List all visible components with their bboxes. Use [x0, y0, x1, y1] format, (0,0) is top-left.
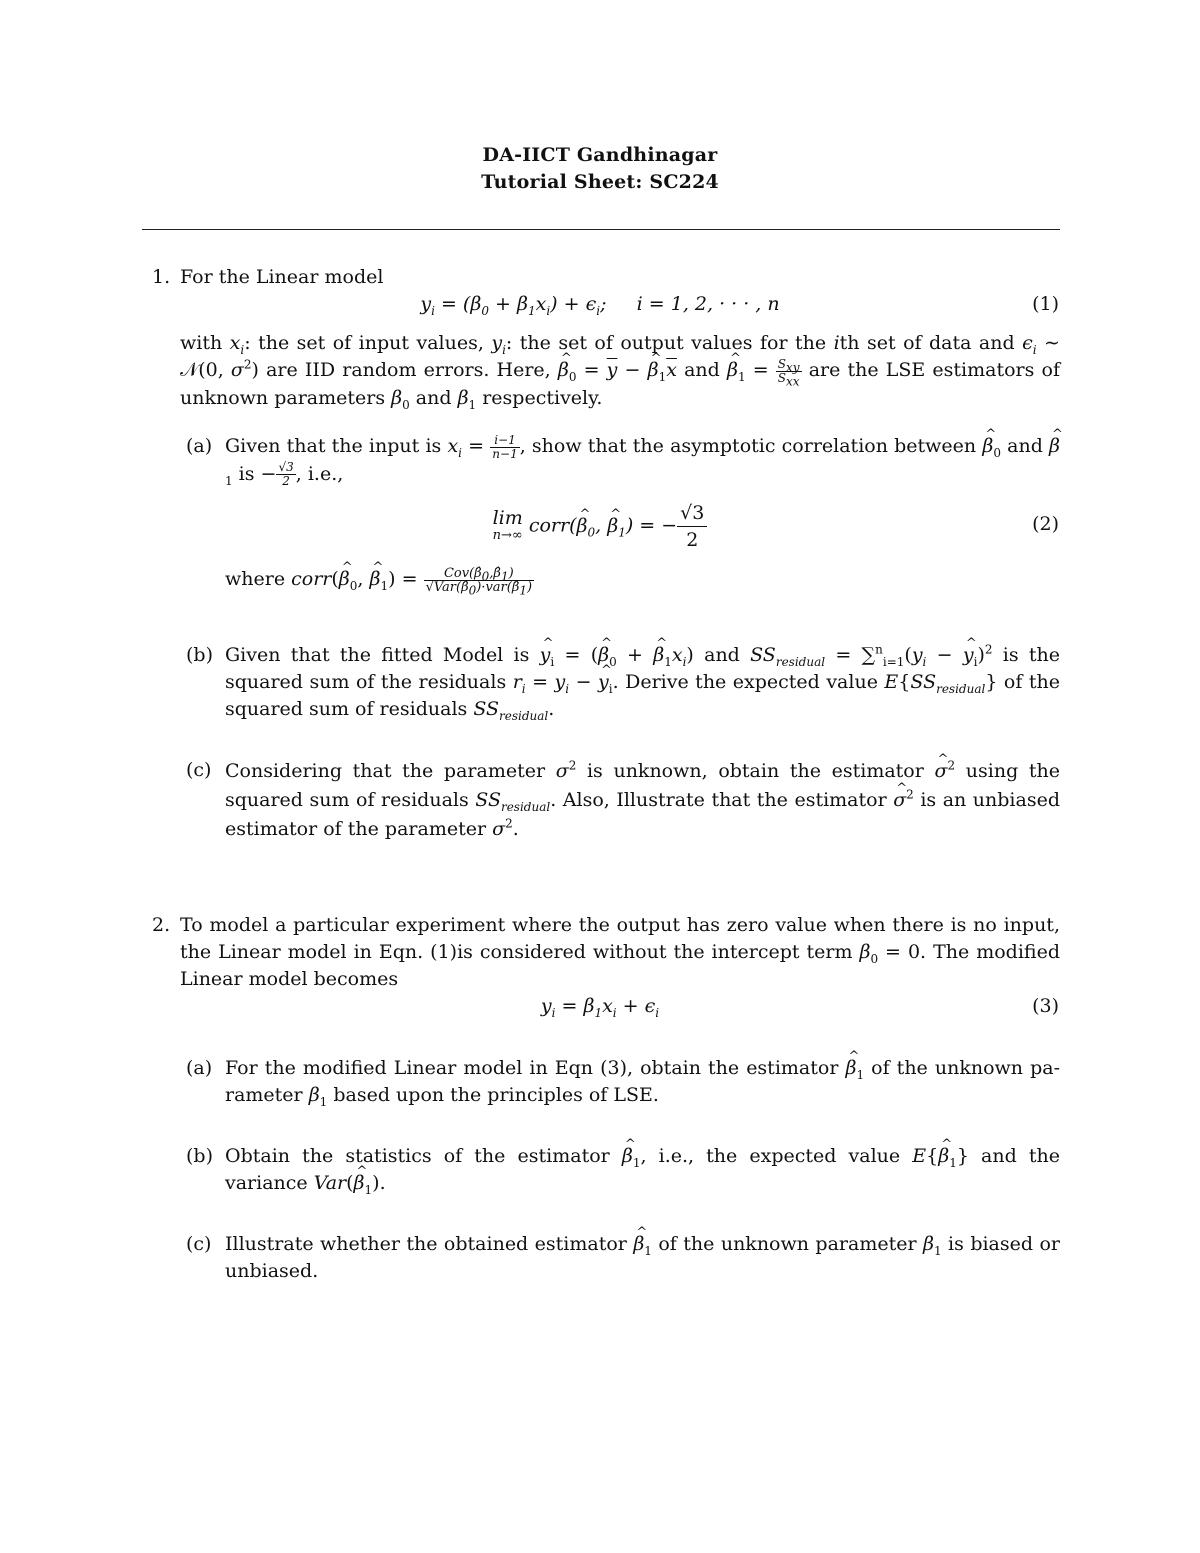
q2-intro: To model a particular experiment where the output has zero value when there is no input, the Linear model in Eqn. (1)is considered without the intercept term $\beta_0 = 0$. The modified Linear model becomes — [180, 914, 1060, 990]
q1-description: with $x_i$: the set of input values, $y_i$: the set of output values for the ith set of data and $\epsilon_i$ ∼ 𝒩(0, $\sigma^2$) are IID random errors. Here, ^ $\beta_0 = \overline{y}$ − ^ $\beta_1\overline{x}$ and ^ $\beta_1$ = $\frac{S_{xy}}{S_{xx}}$ are the LSE estimators of unknown parameters $\beta_0$ and $\beta_1$ respectively. — [180, 330, 1060, 412]
equation-2-number: (2) — [1032, 513, 1059, 535]
equation-3-number: (3) — [1032, 995, 1059, 1017]
equation-1: $y_i = (\beta_0 + \beta_1x_i) + \epsilon_i$; i = 1, 2, · · · , n — [420, 293, 780, 318]
header-rule — [142, 229, 1060, 230]
q2-part-a-text: For the modified Linear model in Eqn (3), obtain the estimator ^ $\beta_1$ of the unknown pa- rameter $\beta_1$ based upon the principles of LSE. — [225, 1055, 1060, 1109]
q1-intro: For the Linear model — [180, 266, 384, 288]
institution-title: DA-IICT Gandhinagar — [482, 144, 718, 166]
q2-part-c-label: (c) — [186, 1233, 212, 1255]
q2-part-b-text: Obtain the statistics of the estimator ^ $\beta_1$, i.e., the expected value E{^ $\beta_1$} and the variance Var(^ $\beta_1$). — [225, 1143, 1060, 1197]
where-label: where — [225, 568, 286, 590]
q1-corr-definition: where corr(^ $\beta_0$, ^ $\beta_1$) = $\frac{Cov(\betâ_0,\betâ_1)}{√Var(\betâ_0)\cdot var(\betâ_1)}$ — [225, 566, 534, 594]
q1-part-c-text: Considering that the parameter $\sigma^2$ is unknown, obtain the estimator ^ $\sigma^2$ using the squared sum of residuals $SS_{residual}$. Also, Illustrate that the estimator ^ $\sigma^2$ is an unbiased estimator of the parameter $\sigma^2$. — [225, 757, 1060, 844]
q1-part-b-text: Given that the fitted Model is ^ $y_i$ = (^ $\beta_0$ + ^ $\beta_1x_i$) and $SS_{residual} = \sum^n_{i=1}(y_i$ − ^ $y_i)^2$ is the squared sum of the residuals $r_i = y_i$ − ^ $y_i$. Derive the expected value $E\{SS_{residual}\}$ of the squared sum of residuals $SS_{residual}$. — [225, 642, 1060, 723]
equation-3: $y_i = \beta_1x_i + \epsilon_i$ — [540, 995, 660, 1020]
q1-number: 1. — [152, 266, 171, 288]
equation-2: lim n→∞ corr(^ $\beta_0$, ^ $\beta_1$) = − $\frac{√3}{2}$ — [0, 500, 1200, 553]
sheet-subtitle: Tutorial Sheet: SC224 — [481, 171, 719, 193]
q2-part-b-label: (b) — [186, 1145, 213, 1167]
q2-part-c-text: Illustrate whether the obtained estimator ^ $\beta_1$ of the unknown parameter $\beta_1$ is biased or unbiased. — [225, 1231, 1060, 1285]
q1-part-a-text: Given that the input is $x_i$ = $\frac{i-1}{n-1}$ , show that the asymptotic correlation between ^ $\beta_0$ and ^ $\beta_1$ is − $\frac{√3}{2}$ , i.e., — [225, 433, 1060, 488]
q1-part-c-label: (c) — [186, 759, 212, 781]
equation-1-number: (1) — [1032, 293, 1059, 315]
q2-number: 2. — [152, 914, 171, 936]
q1-part-a-label: (a) — [186, 435, 213, 457]
q2-part-a-label: (a) — [186, 1057, 213, 1079]
q1-part-b-label: (b) — [186, 644, 213, 666]
